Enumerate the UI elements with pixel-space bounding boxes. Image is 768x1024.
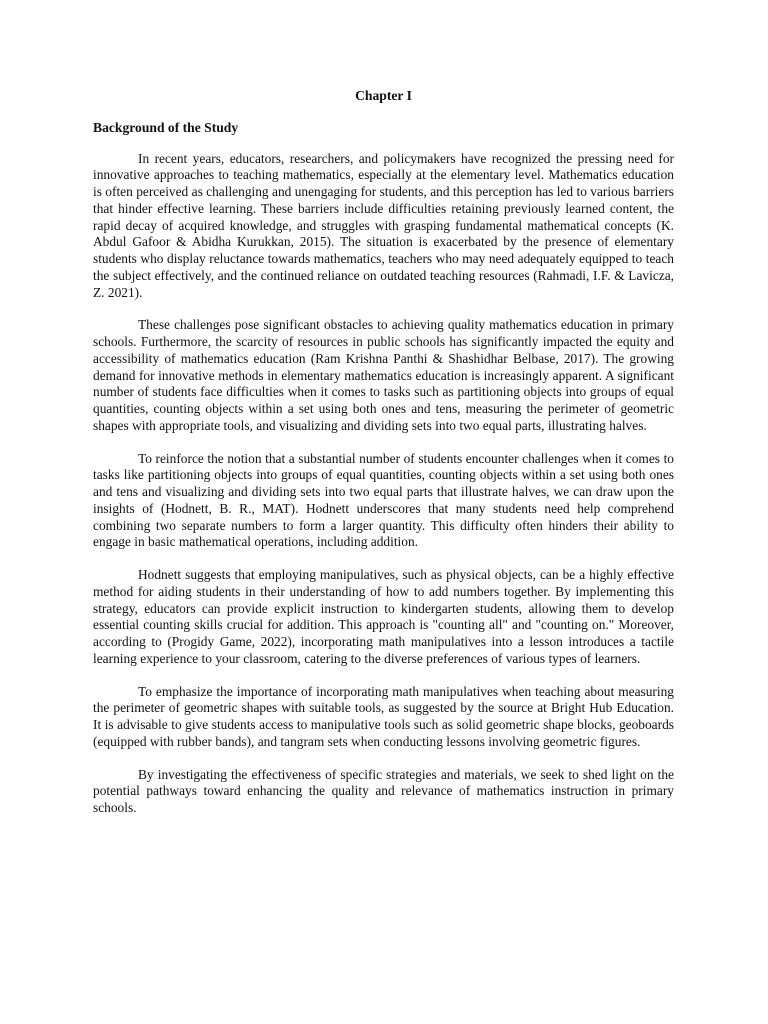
paragraph: In recent years, educators, researchers, and policymakers have recognized the pressing need for innovative approaches to teaching mathematics, especially at the elementary level. Mathematics education is often perceived as challenging and unengaging for students, and this perception has led to various barriers that hinder effective learning. These barriers include difficulties retaining previously learned content, the rapid decay of acquired knowledge, and struggles with grasping fundamental mathematical concepts (K. Abdul Gafoor & Abidha Kurukkan, 2015). The situation is exacerbated by the presence of elementary students who display reluctance towards mathematics, teachers who may need adequately equipped to teach the subject effectively, and the continued reliance on outdated teaching resources (Rahmadi, I.F. & Lavicza, Z. 2021). xyxy=(93,150,674,300)
section-heading: Background of the Study xyxy=(93,119,239,135)
chapter-title: Chapter I xyxy=(355,88,412,103)
document-page xyxy=(93,86,674,817)
paragraph: To emphasize the importance of incorporating math manipulatives when teaching about measuring the perimeter of geometric shapes with suitable tools, as suggested by the source at Bright Hub Education. It is advisable to give students access to manipulative tools such as solid geometric shape blocks, geoboards (equipped with rubber bands), and tangram sets when conducting lessons involving geometric figures. xyxy=(93,683,674,749)
paragraph: These challenges pose significant obstacles to achieving quality mathematics education in primary schools. Furthermore, the scarcity of resources in public schools has significantly impacted the equity and accessibility of mathematics education (Ram Krishna Panthi & Shashidhar Belbase, 2017). The growing demand for innovative methods in elementary mathematics education is increasingly apparent. A significant number of students face difficulties when it comes to tasks such as partitioning objects into groups of equal quantities, counting objects within a set using both ones and tens, measuring the perimeter of geometric shapes with appropriate tools, and visualizing and dividing sets into two equal parts, illustrating halves. xyxy=(93,317,674,433)
paragraph: Hodnett suggests that employing manipulatives, such as physical objects, can be a highly effective method for aiding students in their understanding of how to add numbers together. By implementing this strategy, educators can provide explicit instruction to kindergarten students, allowing them to develop essential counting skills crucial for addition. This approach is "counting all" and "counting on." Moreover, according to (Progidy Game, 2022), incorporating math manipulatives into a lesson introduces a tactile learning experience to your classroom, catering to the diverse preferences of various types of learners. xyxy=(93,567,674,666)
paragraph: To reinforce the notion that a substantial number of students encounter challenges when it comes to tasks like partitioning objects into groups of equal quantities, counting objects within a set using both ones and tens and visualizing and dividing sets into two equal parts that illustrate halves, we can draw upon the insights of (Hodnett, B. R., MAT). Hodnett underscores that many students need help comprehend combining two separate numbers to form a larger quantity. This difficulty often hinders their ability to engage in basic mathematical operations, including addition. xyxy=(93,450,674,550)
paragraph: By investigating the effectiveness of specific strategies and materials, we seek to shed light on the potential pathways toward enhancing the quality and relevance of mathematics instruction in primary schools. xyxy=(93,766,674,815)
